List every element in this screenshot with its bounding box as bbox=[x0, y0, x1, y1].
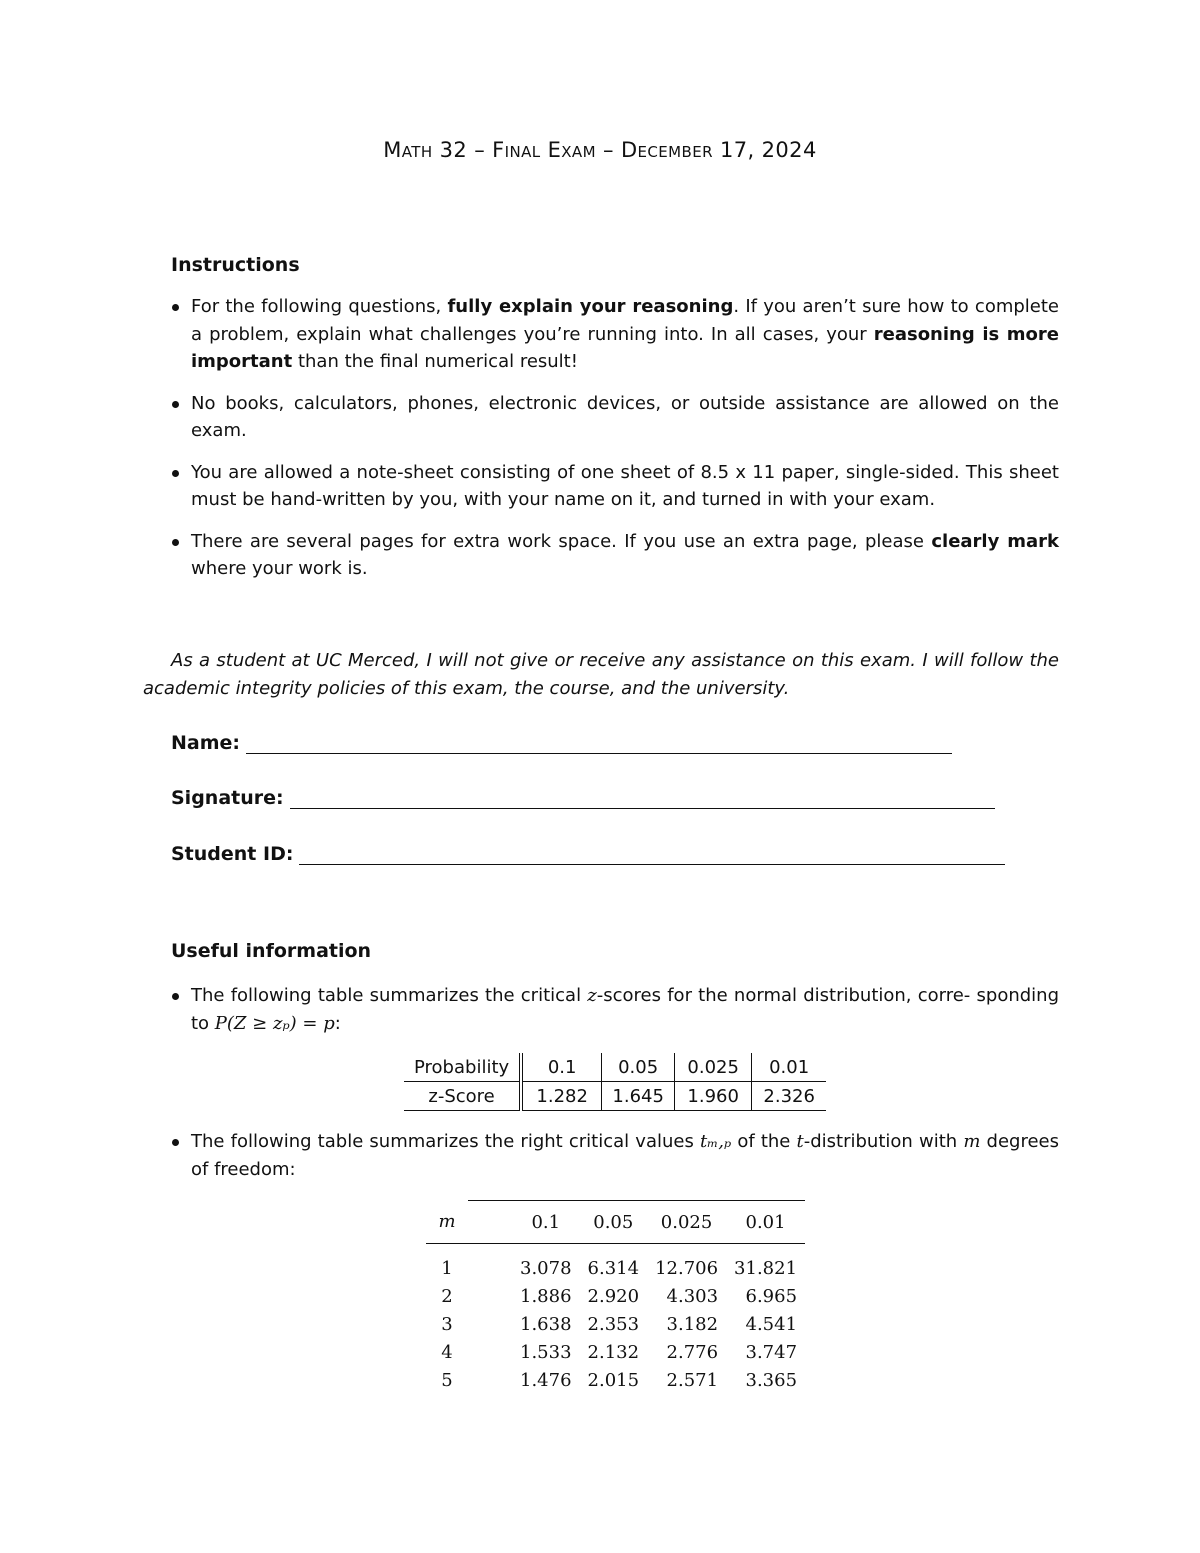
t-info-list bbox=[171, 1128, 1059, 1197]
text-span: degrees of freedom: bbox=[191, 1131, 1059, 1180]
table-header-cell: 0.1 bbox=[512, 1201, 580, 1244]
table-cell: 1.533 bbox=[520, 1341, 572, 1363]
table-row bbox=[426, 1366, 805, 1394]
text-span: The following table summarizes the critical bbox=[191, 985, 588, 1006]
emphasis-text: fully explain your reasoning bbox=[447, 296, 734, 317]
z-score-table bbox=[404, 1053, 826, 1111]
table-gap-cell bbox=[468, 1338, 512, 1366]
integrity-pledge: As a student at UC Merced, I will not give or receive any assistance on this exam. I will follow the academic integrity policies of this exam, the course, and the university. bbox=[143, 650, 1059, 699]
list-item bbox=[171, 390, 1059, 445]
list-item bbox=[171, 293, 1059, 376]
table-cell: 4 bbox=[441, 1341, 453, 1363]
table-cell: 2.132 bbox=[587, 1341, 640, 1363]
name-label: Name: bbox=[171, 732, 241, 754]
signature-blank-line[interactable] bbox=[290, 788, 995, 809]
table-cell: 6.965 bbox=[745, 1285, 798, 1307]
instructions-heading: Instructions bbox=[171, 254, 300, 276]
student-id-blank-line[interactable] bbox=[299, 844, 1005, 865]
table-row bbox=[426, 1244, 805, 1283]
table-cell: 3.365 bbox=[745, 1369, 798, 1391]
table-cell: 1.960 bbox=[675, 1082, 752, 1111]
useful-information-heading: Useful information bbox=[171, 940, 372, 962]
table-cell: 3 bbox=[441, 1313, 453, 1335]
table-cell: 3.747 bbox=[745, 1341, 798, 1363]
table-gap-cell bbox=[468, 1244, 512, 1283]
name-field[interactable] bbox=[171, 732, 952, 754]
table-cell: 1.638 bbox=[520, 1313, 572, 1335]
emphasis-text: clearly mark bbox=[931, 530, 1059, 552]
table-cell: 0.025 bbox=[675, 1053, 752, 1082]
table-header-cell: 0.01 bbox=[726, 1201, 805, 1244]
table-cell: 2.571 bbox=[666, 1369, 719, 1391]
table-cell: 3.078 bbox=[520, 1257, 572, 1279]
table-gap-cell bbox=[468, 1282, 512, 1310]
table-gap-cell bbox=[468, 1366, 512, 1394]
table-cell: 2 bbox=[441, 1285, 453, 1307]
instructions-list bbox=[171, 293, 1059, 597]
name-blank-line[interactable] bbox=[246, 733, 952, 754]
text-span: The following table summarizes the right critical values bbox=[191, 1131, 700, 1152]
text-span: . If you aren’t sure how to complete a problem, explain what challenges you’re running into. In all cases, your bbox=[191, 296, 1059, 345]
table-row bbox=[404, 1082, 826, 1111]
emphasis-text: reasoning is more important bbox=[191, 323, 1059, 372]
table-cell: 6.314 bbox=[587, 1257, 640, 1279]
table-header-cell: z-Score bbox=[404, 1082, 521, 1111]
table-cell: 1.476 bbox=[520, 1369, 572, 1391]
table-cell: 1.645 bbox=[602, 1082, 675, 1111]
text-span: where your work is. bbox=[191, 558, 368, 579]
math-variable: tₘ,ₚ bbox=[699, 1131, 732, 1152]
signature-label: Signature: bbox=[171, 787, 284, 809]
signature-field[interactable] bbox=[171, 787, 995, 809]
text-span: : bbox=[334, 1012, 341, 1034]
table-cell: 1.886 bbox=[520, 1285, 572, 1307]
table-cell: 0.01 bbox=[752, 1053, 827, 1082]
table-cell: 2.015 bbox=[587, 1369, 640, 1391]
student-id-label: Student ID: bbox=[171, 843, 294, 865]
student-id-field[interactable] bbox=[171, 843, 1005, 865]
table-row bbox=[426, 1282, 805, 1310]
list-item bbox=[171, 1128, 1059, 1183]
text-span: For the following questions, bbox=[191, 296, 448, 317]
table-cell: 1 bbox=[441, 1257, 453, 1279]
table-row bbox=[426, 1310, 805, 1338]
table-gap-cell bbox=[468, 1201, 512, 1244]
list-item bbox=[171, 528, 1059, 583]
table-cell: 2.326 bbox=[752, 1082, 827, 1111]
text-span: -scores for the normal distribution, corre- sponding to bbox=[191, 985, 1059, 1034]
text-span: There are several pages for extra work space. If you use an extra page, please bbox=[191, 530, 932, 552]
table-header-cell: m bbox=[426, 1201, 468, 1244]
table-cell: 0.05 bbox=[602, 1053, 675, 1082]
table-cell: 0.1 bbox=[521, 1053, 602, 1082]
table-header-row bbox=[426, 1201, 805, 1244]
table-cell: 4.541 bbox=[745, 1313, 798, 1335]
table-cell: 1.282 bbox=[521, 1082, 602, 1111]
table-row bbox=[404, 1053, 826, 1082]
table-gap-cell bbox=[468, 1310, 512, 1338]
table-header-cell: 0.025 bbox=[647, 1201, 726, 1244]
list-item bbox=[171, 459, 1059, 514]
table-cell: 3.182 bbox=[666, 1313, 719, 1335]
t-distribution-table bbox=[426, 1200, 805, 1394]
table-header-cell: 0.05 bbox=[580, 1201, 648, 1244]
math-variable: t bbox=[796, 1131, 804, 1152]
math-formula: P(Z ≥ zₚ) = p bbox=[214, 1012, 335, 1034]
list-item bbox=[171, 982, 1059, 1037]
table-cell: 5 bbox=[441, 1369, 453, 1391]
table-cell: 2.920 bbox=[587, 1285, 640, 1307]
page-title: Math 32 – Final Exam – December 17, 2024 bbox=[383, 138, 817, 162]
table-cell: 2.776 bbox=[666, 1341, 719, 1363]
table-cell: 4.303 bbox=[666, 1285, 719, 1307]
z-info-list bbox=[171, 982, 1059, 1051]
math-variable: m bbox=[963, 1131, 981, 1152]
text-span: of the bbox=[731, 1131, 797, 1152]
text-span: No books, calculators, phones, electronic devices, or outside assistance are allowed on the exam. bbox=[191, 392, 1059, 441]
table-header-cell: Probability bbox=[404, 1053, 521, 1082]
table-cell: 12.706 bbox=[655, 1257, 719, 1279]
table-row bbox=[426, 1338, 805, 1366]
text-span: than the final numerical result! bbox=[292, 351, 578, 372]
math-variable: z bbox=[587, 985, 597, 1006]
table-cell: 31.821 bbox=[734, 1257, 798, 1279]
table-cell: 2.353 bbox=[587, 1313, 640, 1335]
text-span: You are allowed a note-sheet consisting of one sheet of 8.5 x 11 paper, single-sided. This sheet must be hand-written by you, with your name on it, and turned in with your exam. bbox=[191, 461, 1059, 510]
text-span: -distribution with bbox=[803, 1131, 964, 1152]
